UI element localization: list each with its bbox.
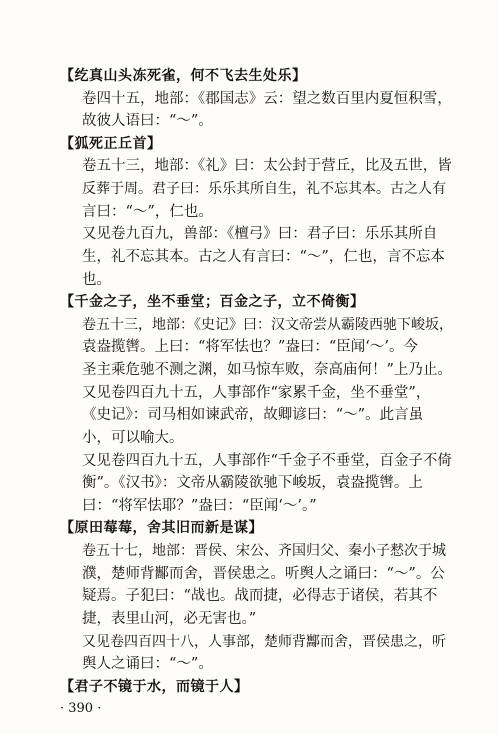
text-line: 卷四十五，地部：《郡国志》云：望之数百里内夏恒积雪，: [82, 91, 452, 107]
entry-heading: 【纥真山头冻死雀，何不飞去生处乐】: [60, 68, 307, 84]
entry-heading: 【君子不镜于水，而镜于人】: [60, 679, 249, 695]
text-line: 衡”。《汉书》：文帝从霸陵欲驰下峻坂，袁盎揽辔。上: [82, 475, 423, 491]
text-line: 舆人之诵曰：“～”。: [82, 656, 213, 672]
text-line: 又见卷四百九十五，人事部作“千金子不垂堂，百金子不倚: [82, 453, 452, 469]
text-line: 故彼人语曰：“～”。: [82, 113, 213, 129]
text-line: 反葬于周。君子曰：乐乐其所自生，礼不忘其本。古之人有: [82, 181, 446, 197]
text-line: 捷，表里山河，必无害也。”: [82, 611, 257, 627]
text-line: 卷五十七，地部：晋侯、宋公、齐国归父、秦小子慭次于城: [82, 543, 446, 559]
text-line: 小，可以喻大。: [82, 430, 184, 446]
text-line: 也。: [82, 272, 111, 288]
page-number: · 390 ·: [60, 701, 102, 716]
text-line: 又见卷九百九，兽部：《檀弓》曰：君子曰：乐乐其所自: [82, 226, 438, 242]
entry-heading: 【原田莓莓，舍其旧而新是谋】: [60, 520, 263, 536]
text-line: 濮，楚师背酅而舍，晋侯患之。听舆人之诵曰：“～”。公: [82, 566, 445, 582]
text-line: 又见卷四百九十五，人事部作“家累千金，坐不垂堂”，: [82, 385, 431, 401]
text-line: 袁盎揽辔。上曰：“将军怯也？”盎曰：“臣闻‘～’。今: [82, 339, 418, 355]
text-line: 言曰：“～”，仁也。: [82, 204, 213, 220]
text-line: 卷五十三，地部：《礼》曰：太公封于营丘，比及五世，皆: [82, 158, 452, 174]
text-line: 生，礼不忘其本。古之人有言曰：“～”，仁也，言不忘本: [82, 249, 445, 265]
text-line: 圣主乘危驰不测之渊，如马惊车败，奈高庙何！”上乃止。: [82, 362, 452, 378]
text-line: 卷五十三，地部：《史记》曰：汉文帝尝从霸陵西驰下峻坂，: [82, 317, 453, 333]
text-line: 《史记》：司马相如谏武帝，故卿谚曰：“～”。此言虽: [82, 407, 424, 423]
text-line: 疑焉。子犯曰：“战也。战而捷，必得志于诸侯，若其不: [82, 588, 438, 604]
entry-heading: 【狐死正丘首】: [60, 136, 162, 152]
text-line: 又见卷四百四十八，人事部，楚师背酅而舍，晋侯患之，听: [82, 634, 446, 650]
text-line: 曰：“将军怯耶？”盎曰：“臣闻‘～’。”: [82, 498, 317, 514]
entry-heading: 【千金之子，坐不垂堂；百金之子，立不倚衡】: [60, 294, 365, 310]
